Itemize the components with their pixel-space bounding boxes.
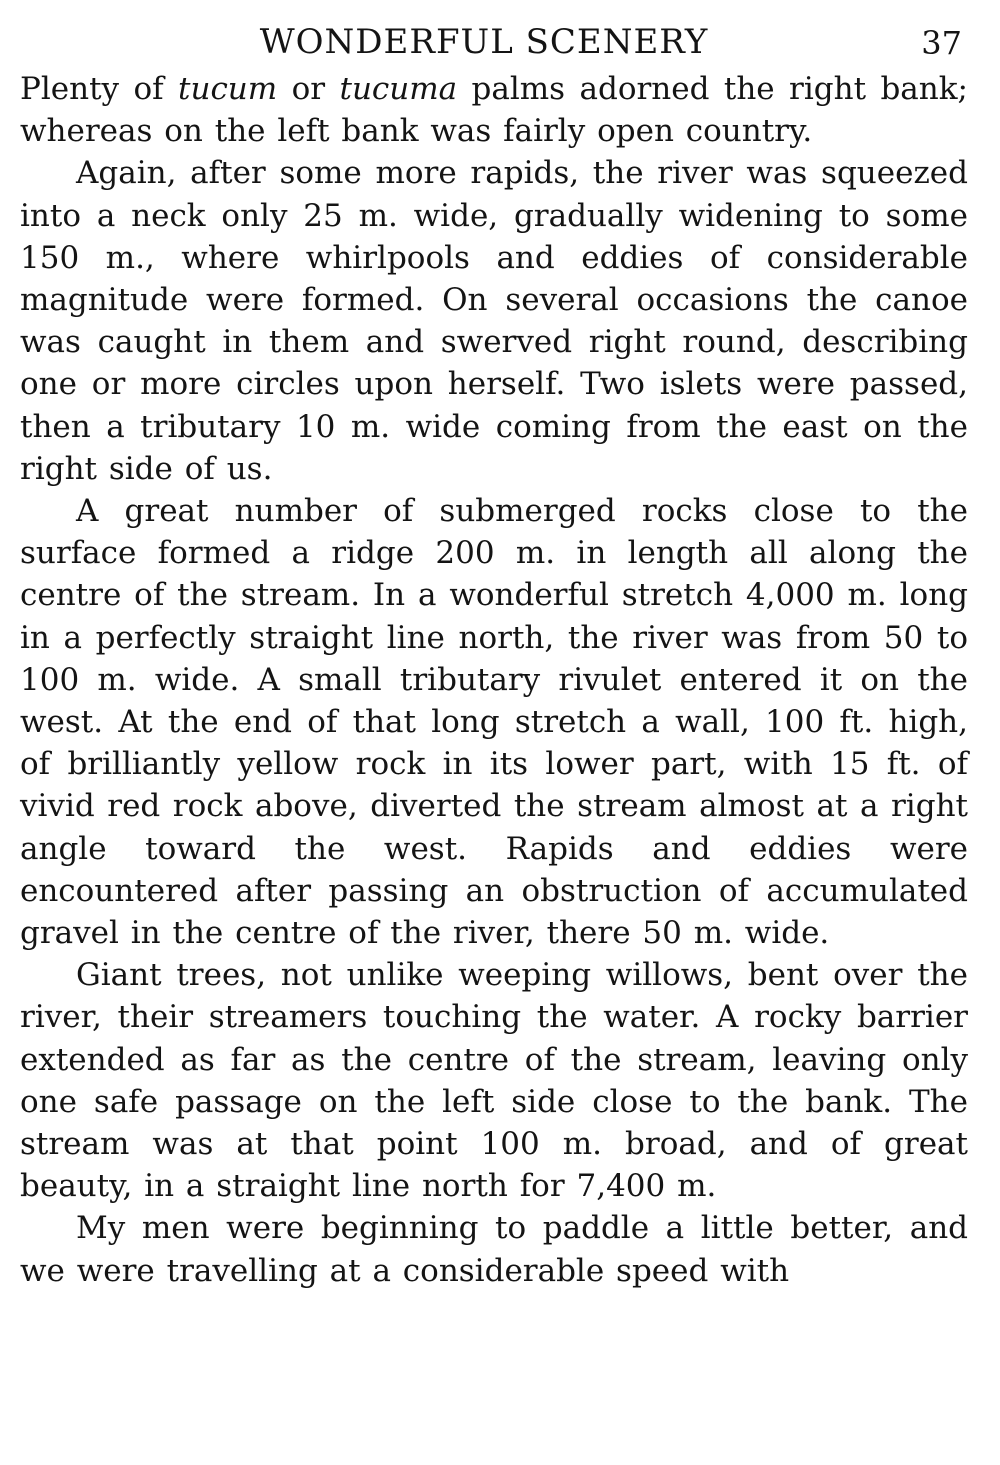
paragraph-1-text-a: Plenty of <box>20 71 179 107</box>
paragraph-4: Giant trees, not unlike weeping willows, bent over the river, their streamers touching the water. A rocky barrier extended as far as the centre of the stream, leaving only one safe passage on the left side close to the bank. The stream was at that point 100 m. broad, and of great beauty, in a straight line north for 7,400 m. <box>20 957 968 1205</box>
running-head <box>20 14 968 68</box>
paragraph-1-text-c: palms adorned the right bank; whereas on the left bank was fairly open country. <box>20 71 968 150</box>
paragraph-1-text-b: or <box>277 71 340 107</box>
paragraph-2: Again, after some more rapids, the river was squeezed into a neck only 25 m. wide, gradually widening to some 150 m., where whirlpools and eddies of considerable magnitude were formed. On several occasions the canoe was caught in them and swerved right round, describing one or more circles upon herself. Two islets were passed, then a tributary 10 m. wide coming from the east on the right side of us. <box>20 155 968 487</box>
paragraph-5: My men were beginning to paddle a little better, and we were travelling at a considerable speed with <box>20 1210 968 1289</box>
paragraph-3: A great number of submerged rocks close to the surface formed a ridge 200 m. in length all along the centre of the stream. In a wonderful stretch 4,000 m. long in a perfectly straight line north, the river was from 50 to 100 m. wide. A small tributary rivulet entered it on the west. At the end of that long stretch a wall, 100 ft. high, of brilliantly yellow rock in its lower part, with 15 ft. of vivid red rock above, diverted the stream almost at a right angle toward the west. Rapids and eddies were encountered after passing an obstruction of accumulated gravel in the centre of the river, there 50 m. wide. <box>20 493 968 952</box>
page-number: 37 <box>921 24 962 62</box>
tucum-term: tucum <box>178 71 278 107</box>
running-title: WONDERFUL SCENERY <box>259 22 709 62</box>
tucuma-term: tucuma <box>339 71 458 107</box>
body-text <box>20 68 968 1292</box>
book-page <box>20 14 968 1292</box>
paragraph-1 <box>20 68 968 152</box>
